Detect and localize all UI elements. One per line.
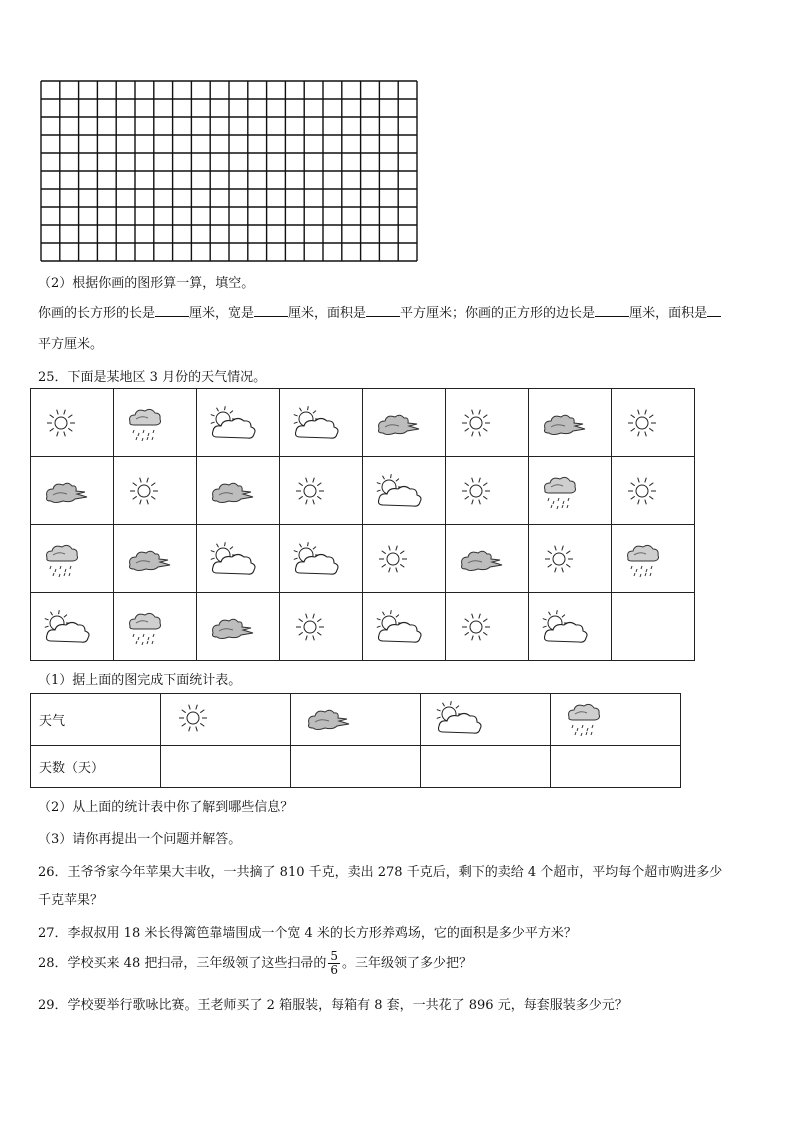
weather-cell <box>363 525 446 593</box>
fraction-denominator: 6 <box>330 963 338 977</box>
weather-cell <box>31 525 114 593</box>
weather-cell <box>529 457 612 525</box>
cloudy-icon <box>299 700 353 736</box>
q26-line2: 千克苹果？ <box>38 893 104 908</box>
partly-cloudy-icon <box>363 607 445 647</box>
weather-cell <box>363 389 446 457</box>
sunny-icon <box>114 471 196 511</box>
weather-row <box>31 593 695 661</box>
partly-cloudy-icon <box>280 403 362 443</box>
weather-grid-table <box>30 388 695 661</box>
cloudy-icon <box>114 541 196 577</box>
weather-cell <box>114 525 197 593</box>
rain-icon <box>559 697 605 739</box>
weather-cell <box>363 457 446 525</box>
cloudy-icon <box>363 405 445 441</box>
weather-cell <box>280 457 363 525</box>
weather-cell <box>446 457 529 525</box>
q25-part1: （1）据上面的图完成下面统计表。 <box>38 673 242 688</box>
partly-cloudy-icon <box>529 607 611 647</box>
answer-blank[interactable] <box>595 304 629 317</box>
table-row-label-weather: 天气 <box>31 694 161 746</box>
weather-cell <box>280 389 363 457</box>
weather-cell <box>31 593 114 661</box>
answer-blank[interactable] <box>254 304 288 317</box>
sunny-icon <box>446 403 528 443</box>
weather-cell <box>197 525 280 593</box>
sunny-icon <box>280 607 362 647</box>
weather-cell <box>197 389 280 457</box>
weather-cell <box>446 525 529 593</box>
weather-cell <box>114 457 197 525</box>
text-segment: 厘米，面积是 <box>288 306 367 321</box>
weather-cell <box>280 525 363 593</box>
rain-icon <box>114 402 196 444</box>
sunny-icon <box>446 471 528 511</box>
weather-cell <box>446 389 529 457</box>
partly-cloudy-icon <box>280 539 362 579</box>
partly-cloudy-icon <box>197 403 279 443</box>
weather-cell <box>363 593 446 661</box>
q25-title: 25．下面是某地区 3 月份的天气情况。 <box>38 370 267 385</box>
q27-text: 27．李叔叔用 18 米长得篱笆靠墙围成一个宽 4 米的长方形养鸡场，它的面积是多少平方米？ <box>38 926 577 941</box>
sunny-icon <box>363 539 445 579</box>
answer-blank[interactable] <box>155 304 189 317</box>
text-segment: 。三年级领了多少把？ <box>342 956 473 971</box>
weather-cell <box>114 389 197 457</box>
text-segment: 厘米，面积是 <box>629 306 708 321</box>
q28-text <box>38 950 472 977</box>
text-segment: 28．学校买来 48 把扫帚，三年级领了这些扫帚的 <box>38 956 327 971</box>
fraction-numerator: 5 <box>330 949 338 963</box>
weather-cell <box>529 389 612 457</box>
q25-part3: （3）请你再提出一个问题并解答。 <box>38 832 242 847</box>
sunny-icon <box>446 607 528 647</box>
stat-header-cell <box>161 694 291 746</box>
rain-icon <box>31 538 113 580</box>
q26-line1: 26．王爷爷家今年苹果大丰收，一共摘了 810 千克，卖出 278 千克后，剩下的卖给 4 个超市，平均每个超市购进多少 <box>38 865 723 880</box>
cloudy-icon <box>446 541 528 577</box>
sunny-icon <box>280 471 362 511</box>
drawing-grid <box>40 80 418 262</box>
weather-cell <box>114 593 197 661</box>
stat-header-cell <box>421 694 551 746</box>
text-segment: 厘米，宽是 <box>189 306 255 321</box>
partly-cloudy-icon <box>197 539 279 579</box>
weather-cell <box>280 593 363 661</box>
weather-row <box>31 525 695 593</box>
weather-cell <box>31 457 114 525</box>
cloudy-icon <box>31 473 113 509</box>
answer-cell[interactable] <box>291 746 421 788</box>
q29-text: 29．学校要举行歌咏比赛。王老师买了 2 箱服装，每箱有 8 套，一共花了 896 元，每套服装多少元？ <box>38 998 628 1013</box>
cloudy-icon <box>529 405 611 441</box>
weather-cell <box>197 593 280 661</box>
rain-icon <box>114 606 196 648</box>
stat-header-cell <box>291 694 421 746</box>
weather-cell <box>612 389 695 457</box>
answer-blank[interactable] <box>707 304 721 317</box>
cloudy-icon <box>197 609 279 645</box>
q24-part2-line2: 平方厘米。 <box>38 337 104 352</box>
weather-cell <box>31 389 114 457</box>
weather-cell <box>197 457 280 525</box>
answer-cell[interactable] <box>421 746 551 788</box>
statistics-table <box>30 693 681 788</box>
partly-cloudy-icon <box>31 607 113 647</box>
q24-part2-line1 <box>38 302 721 321</box>
answer-blank[interactable] <box>366 304 400 317</box>
q24-part2-title: （2）根据你画的图形算一算，填空。 <box>38 276 255 291</box>
weather-row <box>31 389 695 457</box>
sunny-icon <box>612 403 694 443</box>
text-segment: 你画的长方形的长是 <box>38 306 156 321</box>
weather-cell <box>612 593 695 661</box>
rain-icon <box>529 470 611 512</box>
sunny-icon <box>169 698 213 738</box>
weather-cell <box>612 525 695 593</box>
fraction <box>328 950 340 977</box>
weather-cell <box>529 593 612 661</box>
weather-cell <box>446 593 529 661</box>
text-segment: 平方厘米；你画的正方形的边长是 <box>400 306 596 321</box>
sunny-icon <box>31 403 113 443</box>
weather-row <box>31 457 695 525</box>
sunny-icon <box>529 539 611 579</box>
sunny-icon <box>612 471 694 511</box>
table-row-label-days: 天数（天） <box>31 746 161 788</box>
grid-lines <box>41 81 417 261</box>
cloudy-icon <box>197 473 279 509</box>
partly-cloudy-icon <box>363 471 445 511</box>
answer-cell[interactable] <box>551 746 681 788</box>
weather-cell <box>612 457 695 525</box>
answer-cell[interactable] <box>161 746 291 788</box>
rain-icon <box>612 538 694 580</box>
stat-header-cell <box>551 694 681 746</box>
q25-part2: （2）从上面的统计表中你了解到哪些信息？ <box>38 800 294 815</box>
partly-cloudy-icon <box>429 698 485 738</box>
weather-cell <box>529 525 612 593</box>
